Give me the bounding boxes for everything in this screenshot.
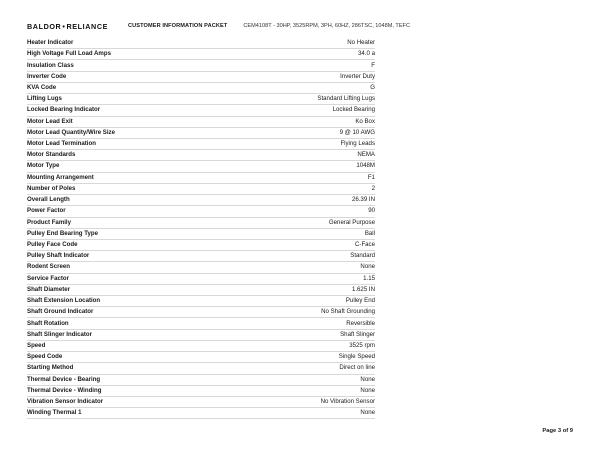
spec-label: Service Factor bbox=[27, 274, 70, 282]
spec-label: Pulley Face Code bbox=[27, 241, 78, 248]
spec-value: None bbox=[360, 386, 375, 394]
spec-value: Ball bbox=[364, 229, 375, 237]
spec-value: 9 @ 10 AWG bbox=[339, 128, 375, 136]
spec-row bbox=[27, 240, 375, 251]
brand-logo bbox=[27, 22, 108, 31]
spec-value: Ko Box bbox=[355, 117, 375, 125]
spec-label: Speed bbox=[27, 341, 46, 349]
spec-value: Single Speed bbox=[338, 353, 375, 361]
spec-row bbox=[27, 105, 375, 116]
spec-value: 2 bbox=[371, 184, 375, 192]
spec-row bbox=[27, 375, 375, 386]
spec-value: 1.15 bbox=[363, 274, 375, 282]
spec-value: 3525 rpm bbox=[349, 341, 375, 349]
spec-label: KVA Code bbox=[27, 83, 57, 91]
spec-label: Pulley Shaft Indicator bbox=[27, 252, 90, 260]
spec-value: No Heater bbox=[347, 39, 375, 47]
spec-value: None bbox=[360, 409, 375, 417]
spec-row bbox=[27, 139, 375, 150]
spec-label: Winding Thermal 1 bbox=[27, 409, 82, 417]
spec-label: Rodent Screen bbox=[27, 263, 71, 271]
spec-row bbox=[27, 262, 375, 273]
spec-value: 34.0 a bbox=[358, 50, 375, 58]
spec-value: General Purpose bbox=[328, 218, 375, 226]
packet-title: CUSTOMER INFORMATION PACKET bbox=[128, 23, 228, 29]
spec-row bbox=[27, 83, 375, 94]
spec-label: Vibration Sensor Indicator bbox=[27, 398, 104, 406]
spec-label: Power Factor bbox=[27, 207, 66, 215]
spec-row bbox=[27, 38, 375, 49]
spec-value: F bbox=[371, 61, 375, 69]
spec-value: Shaft Slinger bbox=[340, 330, 375, 338]
spec-label: Thermal Device - Winding bbox=[27, 386, 102, 394]
spec-label: Motor Type bbox=[27, 162, 60, 170]
spec-row bbox=[27, 72, 375, 83]
spec-row bbox=[27, 318, 375, 329]
spec-label: Lifting Lugs bbox=[27, 95, 62, 103]
spec-row bbox=[27, 117, 375, 128]
spec-label: Mounting Arrangement bbox=[27, 173, 94, 181]
spec-label: Number of Poles bbox=[27, 184, 76, 192]
spec-label: High Voltage Full Load Amps bbox=[27, 50, 111, 58]
spec-label: Shaft Slinger Indicator bbox=[27, 330, 93, 338]
spec-row bbox=[27, 128, 375, 139]
spec-label: Product Family bbox=[27, 218, 72, 226]
spec-value: Reversible bbox=[346, 319, 375, 327]
spec-value: 26.39 IN bbox=[351, 196, 375, 204]
spec-value: 1048M bbox=[356, 162, 375, 170]
spec-row bbox=[27, 307, 375, 318]
spec-label: Shaft Diameter bbox=[27, 285, 71, 293]
spec-value: NEMA bbox=[357, 151, 375, 159]
spec-row bbox=[27, 150, 375, 161]
logo-baldor-text: BALDOR bbox=[27, 21, 62, 31]
spec-row bbox=[27, 330, 375, 341]
model-info: CEM4108T - 30HP, 3525RPM, 3PH, 60HZ, 286TSC, 1048M, TEFC bbox=[243, 23, 411, 29]
logo-separator: • bbox=[62, 21, 66, 31]
spec-label: Motor Lead Quantity/Wire Size bbox=[27, 128, 115, 136]
spec-label: Inverter Code bbox=[27, 72, 67, 80]
spec-label: Motor Lead Exit bbox=[27, 117, 73, 125]
spec-value: 90 bbox=[368, 207, 375, 215]
spec-row bbox=[27, 341, 375, 352]
spec-row bbox=[27, 251, 375, 262]
spec-value: Pulley End bbox=[345, 297, 375, 305]
spec-label: Overall Length bbox=[27, 196, 70, 204]
spec-row bbox=[27, 386, 375, 397]
spec-value: G bbox=[370, 83, 375, 91]
spec-value: 1.625 IN bbox=[351, 285, 375, 293]
spec-label: Locked Bearing Indicator bbox=[27, 106, 101, 114]
spec-label: Heater Indicator bbox=[27, 39, 74, 47]
spec-label: Shaft Ground Indicator bbox=[27, 308, 94, 316]
spec-table bbox=[27, 38, 375, 419]
spec-value: Inverter Duty bbox=[340, 72, 375, 80]
spec-row bbox=[27, 363, 375, 374]
spec-value: C-Face bbox=[355, 241, 375, 248]
spec-label: Thermal Device - Bearing bbox=[27, 375, 101, 383]
spec-value: None bbox=[360, 375, 375, 383]
spec-label: Shaft Extension Location bbox=[27, 297, 101, 305]
spec-label: Motor Lead Termination bbox=[27, 140, 96, 148]
spec-label: Insulation Class bbox=[27, 61, 74, 69]
spec-label: Speed Code bbox=[27, 353, 63, 361]
page-header bbox=[27, 20, 580, 32]
spec-row bbox=[27, 161, 375, 172]
spec-label: Pulley End Bearing Type bbox=[27, 229, 98, 237]
spec-value: Standard bbox=[350, 252, 375, 260]
spec-label: Shaft Rotation bbox=[27, 319, 69, 327]
spec-row bbox=[27, 173, 375, 184]
spec-row bbox=[27, 94, 375, 105]
spec-label: Starting Method bbox=[27, 364, 74, 372]
spec-row bbox=[27, 397, 375, 408]
spec-row bbox=[27, 296, 375, 307]
spec-row bbox=[27, 60, 375, 71]
spec-value: Locked Bearing bbox=[332, 106, 375, 114]
spec-row bbox=[27, 49, 375, 60]
spec-row bbox=[27, 274, 375, 285]
spec-value: Standard Lifting Lugs bbox=[317, 95, 375, 103]
spec-row bbox=[27, 285, 375, 296]
spec-row bbox=[27, 218, 375, 229]
logo-reliance-text: RELIANCE bbox=[66, 21, 109, 31]
spec-value: F1 bbox=[367, 173, 375, 181]
spec-value: Direct on line bbox=[339, 364, 375, 372]
spec-row bbox=[27, 184, 375, 195]
spec-value: No Shaft Grounding bbox=[321, 308, 375, 316]
spec-row bbox=[27, 408, 375, 419]
spec-row bbox=[27, 206, 375, 217]
spec-row bbox=[27, 195, 375, 206]
spec-label: Motor Standards bbox=[27, 151, 76, 159]
page-number: Page 3 of 9 bbox=[542, 428, 573, 434]
spec-value: Flying Leads bbox=[340, 140, 375, 148]
spec-value: No Vibration Sensor bbox=[320, 398, 375, 406]
spec-value: None bbox=[360, 263, 375, 271]
spec-row bbox=[27, 352, 375, 363]
spec-row bbox=[27, 229, 375, 240]
